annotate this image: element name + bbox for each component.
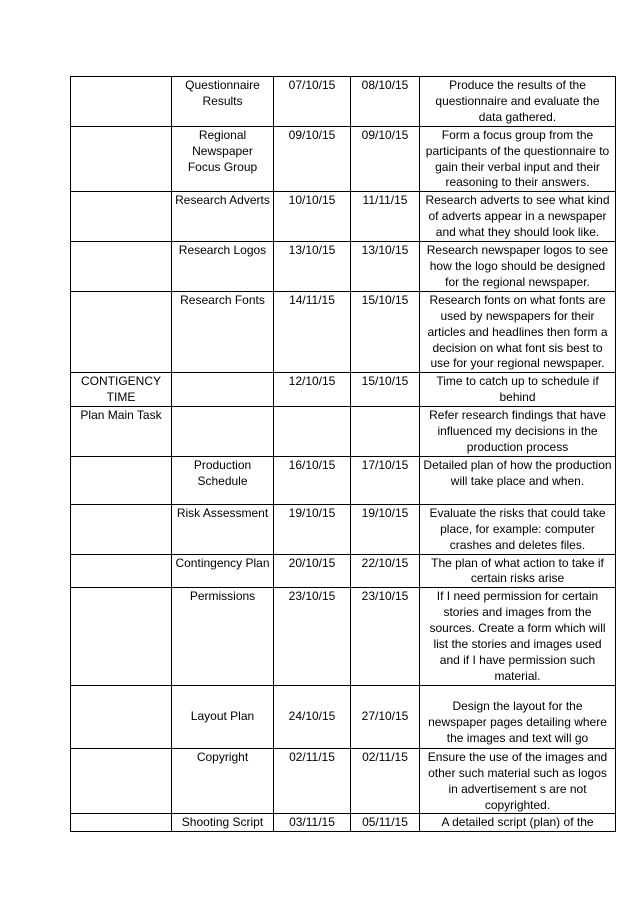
description-cell: Time to catch up to schedule if behind: [420, 373, 616, 407]
table-row: [71, 456, 616, 504]
task-cell: [172, 407, 274, 457]
description-cell: Design the layout for the newspaper pages detailing where the images and text will go: [420, 685, 616, 748]
phase-cell: Plan Main Task: [71, 407, 172, 457]
end-date-cell: 17/10/15: [351, 456, 420, 504]
start-date-cell: 13/10/15: [274, 242, 351, 292]
task-cell: Layout Plan: [172, 685, 274, 748]
end-date-cell: 08/10/15: [351, 77, 420, 127]
start-date-cell: 19/10/15: [274, 504, 351, 554]
phase-cell: [71, 504, 172, 554]
phase-cell: [71, 748, 172, 814]
description-cell: Evaluate the risks that could take place, for example: computer crashes and deletes files.: [420, 504, 616, 554]
start-date-cell: 14/11/15: [274, 291, 351, 373]
start-date-cell: 23/10/15: [274, 588, 351, 685]
task-cell: Research Logos: [172, 242, 274, 292]
table-row: [71, 77, 616, 127]
table-row: [71, 407, 616, 457]
task-cell: Copyright: [172, 748, 274, 814]
start-date-cell: 09/10/15: [274, 126, 351, 192]
phase-cell: [71, 126, 172, 192]
phase-cell: [71, 814, 172, 832]
phase-cell: [71, 242, 172, 292]
task-cell: [172, 373, 274, 407]
end-date-cell: 19/10/15: [351, 504, 420, 554]
task-cell: Shooting Script: [172, 814, 274, 832]
end-date-cell: 11/11/15: [351, 192, 420, 242]
end-date-cell: 05/11/15: [351, 814, 420, 832]
start-date-cell: 16/10/15: [274, 456, 351, 504]
start-date-cell: [274, 407, 351, 457]
phase-cell: [71, 77, 172, 127]
start-date-cell: 12/10/15: [274, 373, 351, 407]
end-date-cell: 23/10/15: [351, 588, 420, 685]
task-cell: Research Adverts: [172, 192, 274, 242]
end-date-cell: [351, 407, 420, 457]
task-cell: Questionnaire Results: [172, 77, 274, 127]
table-row: [71, 373, 616, 407]
description-cell: A detailed script (plan) of the: [420, 814, 616, 832]
end-date-cell: 09/10/15: [351, 126, 420, 192]
description-cell: Research adverts to see what kind of adverts appear in a newspaper and what they should look like.: [420, 192, 616, 242]
table-row: [71, 685, 616, 748]
start-date-cell: 03/11/15: [274, 814, 351, 832]
description-cell: Refer research findings that have influenced my decisions in the production process: [420, 407, 616, 457]
phase-cell: [71, 554, 172, 588]
description-cell: Detailed plan of how the production will take place and when.: [420, 456, 616, 504]
task-cell: Research Fonts: [172, 291, 274, 373]
task-cell: Risk Assessment: [172, 504, 274, 554]
start-date-cell: 24/10/15: [274, 685, 351, 748]
task-cell: Permissions: [172, 588, 274, 685]
description-cell: The plan of what action to take if certain risks arise: [420, 554, 616, 588]
start-date-cell: 10/10/15: [274, 192, 351, 242]
production-schedule-table: [70, 76, 616, 832]
phase-cell: [71, 685, 172, 748]
end-date-cell: 22/10/15: [351, 554, 420, 588]
table-row: [71, 748, 616, 814]
table-row: [71, 242, 616, 292]
start-date-cell: 20/10/15: [274, 554, 351, 588]
end-date-cell: 13/10/15: [351, 242, 420, 292]
end-date-cell: 02/11/15: [351, 748, 420, 814]
table-row: [71, 126, 616, 192]
end-date-cell: 27/10/15: [351, 685, 420, 748]
table-row: [71, 504, 616, 554]
end-date-cell: 15/10/15: [351, 373, 420, 407]
description-cell: Produce the results of the questionnaire and evaluate the data gathered.: [420, 77, 616, 127]
table-row: [71, 554, 616, 588]
description-cell: Form a focus group from the participants of the questionnaire to gain their verbal input and their reasoning to their answers.: [420, 126, 616, 192]
phase-cell: [71, 456, 172, 504]
task-cell: Contingency Plan: [172, 554, 274, 588]
task-cell: Production Schedule: [172, 456, 274, 504]
start-date-cell: 07/10/15: [274, 77, 351, 127]
start-date-cell: 02/11/15: [274, 748, 351, 814]
phase-cell: [71, 588, 172, 685]
phase-cell: CONTIGENCY TIME: [71, 373, 172, 407]
table-row: [71, 588, 616, 685]
phase-cell: [71, 291, 172, 373]
description-cell: If I need permission for certain stories and images from the sources. Create a form which will list the stories and images used and if I have permission such material.: [420, 588, 616, 685]
phase-cell: [71, 192, 172, 242]
description-cell: Ensure the use of the images and other such material such as logos in advertisement s are not copyrighted.: [420, 748, 616, 814]
task-cell: Regional Newspaper Focus Group: [172, 126, 274, 192]
table-row: [71, 814, 616, 832]
table-row: [71, 291, 616, 373]
end-date-cell: 15/10/15: [351, 291, 420, 373]
description-cell: Research fonts on what fonts are used by newspapers for their articles and headlines then form a decision on what font sis best to use for your regional newspaper.: [420, 291, 616, 373]
table-row: [71, 192, 616, 242]
description-cell: Research newspaper logos to see how the logo should be designed for the regional newspaper.: [420, 242, 616, 292]
